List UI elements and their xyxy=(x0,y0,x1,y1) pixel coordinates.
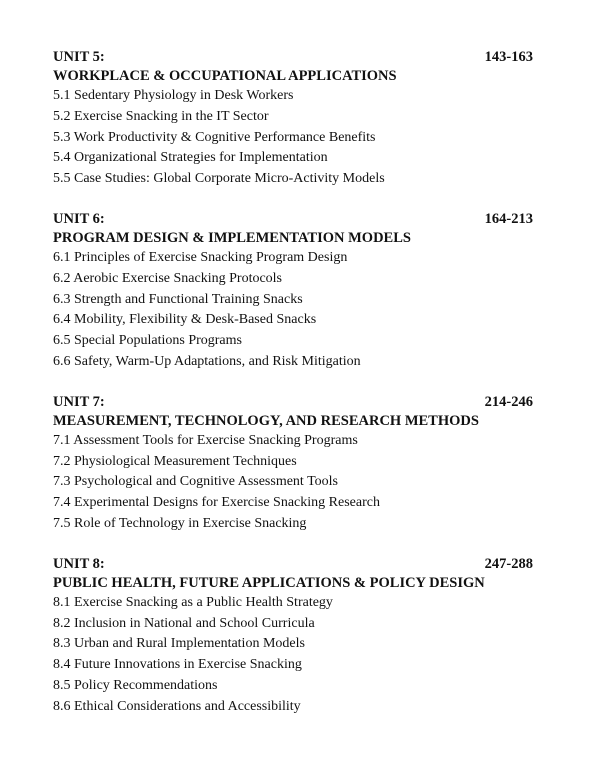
section-item: 8.5 Policy Recommendations xyxy=(53,677,218,693)
unit-title: WORKPLACE & OCCUPATIONAL APPLICATIONS xyxy=(53,68,397,84)
section-item: 8.6 Ethical Considerations and Accessibility xyxy=(53,698,301,714)
section-item: 7.2 Physiological Measurement Techniques xyxy=(53,453,297,469)
section-item: 7.5 Role of Technology in Exercise Snacking xyxy=(53,515,307,531)
unit-header xyxy=(53,393,533,412)
section-item: 6.6 Safety, Warm-Up Adaptations, and Risk Mitigation xyxy=(53,353,361,369)
unit-title: PROGRAM DESIGN & IMPLEMENTATION MODELS xyxy=(53,229,411,246)
unit-page-range: 143-163 xyxy=(484,49,533,65)
section-item: 6.4 Mobility, Flexibility & Desk-Based Snacks xyxy=(53,312,317,328)
unit-page-range: 214-246 xyxy=(484,393,533,410)
section-item: 8.2 Inclusion in National and School Curricula xyxy=(53,615,315,631)
section-item: 5.5 Case Studies: Global Corporate Micro-Activity Models xyxy=(53,171,385,187)
unit-label: UNIT 7: xyxy=(53,393,105,410)
section-item: 8.3 Urban and Rural Implementation Models xyxy=(53,636,305,652)
unit-title: MEASUREMENT, TECHNOLOGY, AND RESEARCH METHODS xyxy=(53,412,479,429)
section-item: 5.3 Work Productivity & Cognitive Performance Benefits xyxy=(53,129,376,145)
unit-5 xyxy=(53,48,533,190)
unit-title: PUBLIC HEALTH, FUTURE APPLICATIONS & POLICY DESIGN xyxy=(53,574,485,591)
section-list xyxy=(53,86,533,190)
unit-page-range: 247-288 xyxy=(484,555,533,572)
section-list xyxy=(53,248,533,373)
unit-7 xyxy=(53,393,533,535)
section-item: 5.1 Sedentary Physiology in Desk Workers xyxy=(53,88,294,103)
section-item: 7.3 Psychological and Cognitive Assessment Tools xyxy=(53,474,338,490)
unit-label: UNIT 5: xyxy=(53,49,105,65)
section-item: 7.4 Experimental Designs for Exercise Snacking Research xyxy=(53,495,380,511)
section-item: 8.4 Future Innovations in Exercise Snacking xyxy=(53,657,302,673)
section-item: 5.2 Exercise Snacking in the IT Sector xyxy=(53,108,269,124)
table-of-contents xyxy=(53,48,533,738)
section-item: 6.1 Principles of Exercise Snacking Program Design xyxy=(53,249,348,265)
section-item: 5.4 Organizational Strategies for Implementation xyxy=(53,150,328,166)
unit-header xyxy=(53,555,533,574)
section-list xyxy=(53,431,533,535)
section-item: 8.1 Exercise Snacking as a Public Health Strategy xyxy=(53,594,333,610)
section-list xyxy=(53,593,533,718)
unit-6 xyxy=(53,210,533,373)
unit-header xyxy=(53,210,533,229)
unit-page-range: 164-213 xyxy=(484,210,533,227)
section-item: 6.2 Aerobic Exercise Snacking Protocols xyxy=(53,270,283,286)
section-item: 6.3 Strength and Functional Training Snacks xyxy=(53,291,303,307)
unit-8 xyxy=(53,555,533,718)
unit-label: UNIT 8: xyxy=(53,555,105,572)
section-item: 6.5 Special Populations Programs xyxy=(53,333,242,349)
section-item: 7.1 Assessment Tools for Exercise Snacking Programs xyxy=(53,432,358,448)
unit-label: UNIT 6: xyxy=(53,210,105,227)
unit-header xyxy=(53,48,533,67)
